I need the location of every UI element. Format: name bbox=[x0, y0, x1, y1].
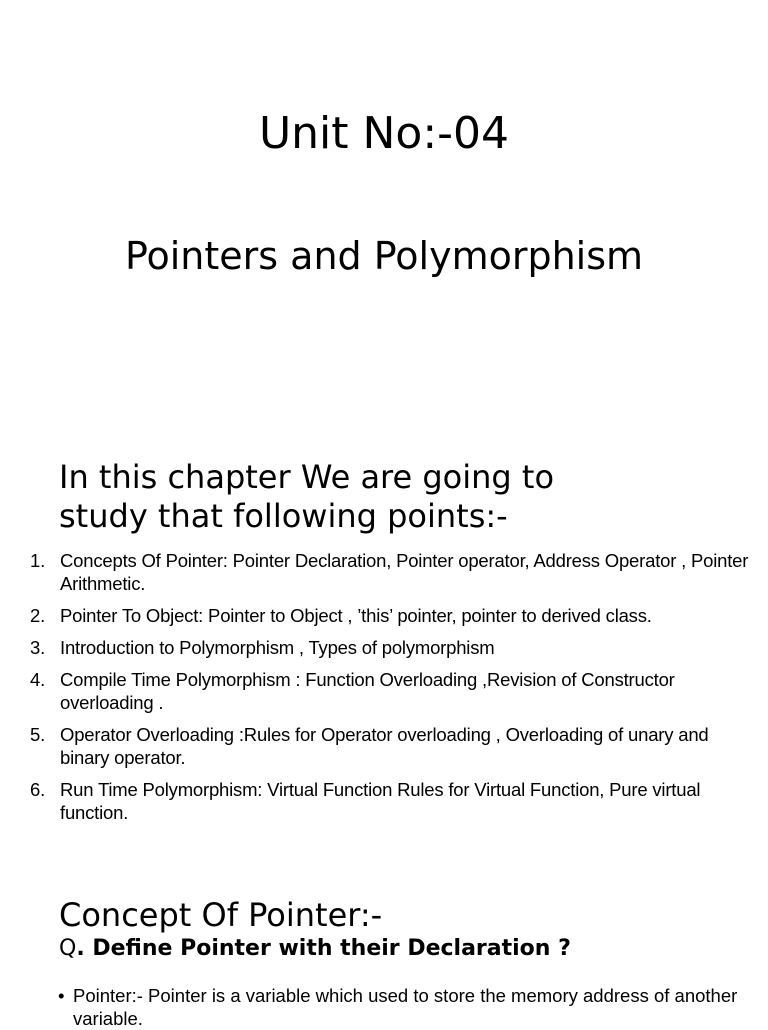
topic-text: Compile Time Polymorphism : Function Overloading ,Revision of Constructor overloading . bbox=[60, 669, 675, 713]
topic-item bbox=[30, 636, 760, 659]
topic-item bbox=[30, 778, 760, 824]
question-letter: Q bbox=[59, 936, 77, 961]
topic-text: Operator Overloading :Rules for Operator overloading , Overloading of unary and binary operator. bbox=[60, 724, 709, 768]
question bbox=[59, 935, 571, 963]
intro-heading-line-1: In this chapter We are going to bbox=[59, 458, 555, 496]
topic-number: 6. bbox=[30, 779, 46, 800]
topic-text: Introduction to Polymorphism , Types of polymorphism bbox=[60, 637, 495, 658]
bullet-icon: • bbox=[58, 985, 65, 1006]
topic-text: Concepts Of Pointer: Pointer Declaration, Pointer operator, Address Operator , Pointer Arithmetic. bbox=[60, 550, 749, 594]
question-text: . Define Pointer with their Declaration ? bbox=[76, 936, 571, 961]
unit-title: Unit No:-04 bbox=[258, 108, 510, 159]
concept-heading: Concept Of Pointer:- bbox=[59, 896, 383, 934]
intro-heading bbox=[59, 458, 699, 536]
topic-number: 2. bbox=[30, 605, 46, 626]
topic-text: Pointer To Object: Pointer to Object , ’this’ pointer, pointer to derived class. bbox=[60, 605, 652, 626]
topic-number: 1. bbox=[30, 550, 46, 571]
topic-number: 4. bbox=[30, 669, 46, 690]
definition-bullet-item bbox=[58, 984, 763, 1030]
intro-heading-line-2: study that following points:- bbox=[59, 497, 508, 535]
topic-item bbox=[30, 604, 760, 627]
topic-number: 3. bbox=[30, 637, 46, 658]
definition-text: Pointer:- Pointer is a variable which used to store the memory address of another variable. bbox=[73, 985, 738, 1029]
topic-item bbox=[30, 668, 760, 714]
topic-item bbox=[30, 549, 760, 595]
topics-list bbox=[30, 549, 760, 833]
topic-text: Run Time Polymorphism: Virtual Function Rules for Virtual Function, Pure virtual function. bbox=[60, 779, 701, 823]
chapter-title: Pointers and Polymorphism bbox=[124, 234, 644, 278]
topic-item bbox=[30, 723, 760, 769]
topic-number: 5. bbox=[30, 724, 46, 745]
